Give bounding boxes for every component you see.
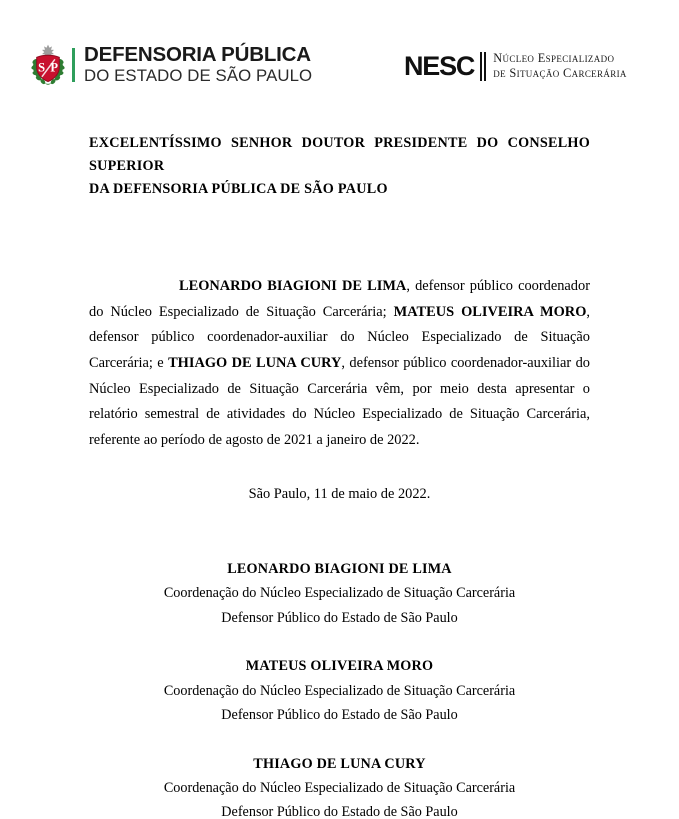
signature-section	[89, 557, 590, 819]
signature-role: Coordenação do Núcleo Especializado de Situação Carcerária	[163, 585, 516, 602]
defensoria-wordmark	[84, 42, 313, 86]
addressee-heading-line2: DA DEFENSORIA PÚBLICA DE SÃO PAULO	[89, 181, 388, 197]
body-text-1: , defensor público coordenador do Núcleo Especializado de Situação Carcerária;	[89, 278, 590, 320]
signature-block	[89, 557, 590, 630]
document-body	[89, 132, 590, 819]
coordinator-name-2: MATEUS OLIVEIRA MORO	[393, 303, 587, 320]
signature-name: MATEUS OLIVEIRA MORO	[245, 658, 434, 675]
sao-paulo-coat-of-arms-icon	[30, 44, 66, 86]
nesc-divider-bars	[480, 52, 486, 81]
nesc-subtitle-line2: de Situação Carcerária	[493, 66, 627, 80]
nesc-logo	[404, 48, 627, 84]
coordinator-name-1: LEONARDO BIAGIONI DE LIMA	[179, 278, 407, 294]
defensoria-wordmark-line2: DO ESTADO DE SÃO PAULO	[84, 66, 313, 86]
nesc-subtitle-line1: Núcleo Especializado	[493, 51, 615, 66]
nesc-subtitle	[493, 51, 627, 80]
defensoria-wordmark-line1: DEFENSORIA PÚBLICA	[84, 42, 311, 66]
signature-title: Defensor Público do Estado de São Paulo	[221, 707, 458, 724]
signature-name: LEONARDO BIAGIONI DE LIMA	[227, 560, 452, 577]
signature-title: Defensor Público do Estado de São Paulo	[221, 804, 458, 819]
logo-divider-bar	[72, 48, 75, 82]
coordinator-name-3: THIAGO DE LUNA CURY	[168, 354, 342, 371]
body-paragraph	[89, 274, 590, 453]
svg-text:P: P	[50, 60, 59, 75]
body-text-3: , defensor público coordenador-auxiliar do Núcleo Especializado de Situação Carcerária vêm, por meio desta apresentar o relatório semestral de atividades do Núcleo Especializado de Situação Carcerária, referente ao período de agosto de 2021 a janeiro de 2022.	[89, 354, 590, 448]
nesc-wordmark: NESC	[404, 50, 475, 81]
letterhead	[0, 0, 679, 110]
signature-name: THIAGO DE LUNA CURY	[253, 755, 426, 772]
defensoria-publica-logo	[30, 44, 312, 86]
signature-title: Defensor Público do Estado de São Paulo	[221, 609, 458, 626]
signature-role: Coordenação do Núcleo Especializado de Situação Carcerária	[163, 682, 516, 699]
addressee-heading-line1: EXCELENTÍSSIMO SENHOR DOUTOR PRESIDENTE DO CONSELHO SUPERIOR	[89, 135, 590, 174]
addressee-heading	[89, 132, 590, 201]
svg-text:S: S	[38, 60, 46, 75]
heading-spacer	[89, 201, 590, 274]
signature-block	[89, 752, 590, 819]
signature-role: Coordenação do Núcleo Especializado de Situação Carcerária	[163, 779, 516, 796]
date-spacer	[89, 507, 590, 557]
signature-block	[89, 654, 590, 727]
date-line: São Paulo, 11 de maio de 2022.	[248, 486, 431, 503]
body-text-2: , defensor público coordenador-auxiliar do Núcleo Especializado de Situação Carcerária; e	[89, 303, 590, 371]
paragraph-spacer	[89, 453, 590, 482]
